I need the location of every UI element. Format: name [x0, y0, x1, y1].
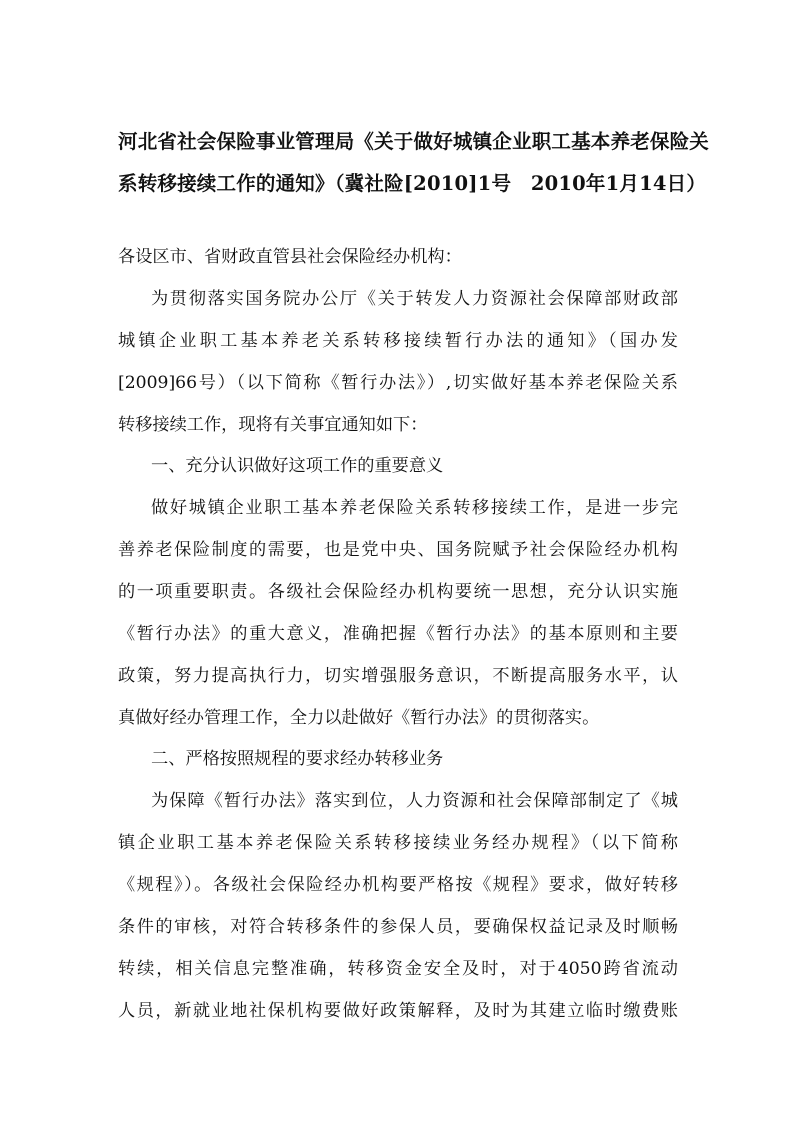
section-heading-2: 二、严格按照规程的要求经办转移业务: [151, 749, 444, 769]
paragraph-2-line-1: 做好城镇企业职工基本养老保险关系转移接续工作，是进一步完: [151, 498, 678, 518]
salutation: 各设区市、省财政直管县社会保险经办机构：: [118, 247, 462, 267]
paragraph-1-line-4: 转移接续工作，现将有关事宜通知如下：: [118, 415, 428, 435]
paragraph-1-line-1: 为贯彻落实国务院办公厅《关于转发人力资源社会保障部财政部: [151, 289, 678, 309]
paragraph-2-line-4: 《暂行办法》的重大意义，准确把握《暂行办法》的基本原则和主要: [118, 624, 678, 644]
document-title-line-1: 河北省社会保险事业管理局《关于做好城镇企业职工基本养老保险关: [118, 130, 710, 153]
paragraph-3-line-3: 《规程》）。各级社会保险经办机构要严格按《规程》要求，做好转移: [118, 875, 678, 895]
paragraph-2-line-5: 政策，努力提高执行力，切实增强服务意识，不断提高服务水平，认: [118, 666, 678, 686]
paragraph-3-line-5: 转续，相关信息完整准确，转移资金安全及时，对于4050跨省流动: [118, 959, 678, 979]
paragraph-2-line-2: 善养老保险制度的需要，也是党中央、国务院赋予社会保险经办机构: [118, 540, 678, 560]
paragraph-3-line-1: 为保障《暂行办法》落实到位，人力资源和社会保障部制定了《城: [151, 791, 678, 811]
paragraph-1-line-2: 城镇企业职工基本养老关系转移接续暂行办法的通知》（国办发: [118, 331, 678, 351]
document-title-line-2: 系转移接续工作的通知》（冀社险[2010]1号 2010年1月14日）: [118, 172, 707, 195]
paragraph-1-line-3: [2009]66号）（以下简称《暂行办法》）,切实做好基本养老保险关系: [118, 373, 678, 393]
paragraph-3-line-6: 人员，新就业地社保机构要做好政策解释，及时为其建立临时缴费账: [118, 1001, 678, 1021]
paragraph-2-line-6: 真做好经办管理工作，全力以赴做好《暂行办法》的贯彻落实。: [118, 708, 600, 728]
paragraph-3-line-4: 条件的审核，对符合转移条件的参保人员，要确保权益记录及时顺畅: [118, 917, 678, 937]
paragraph-3-line-2: 镇企业职工基本养老保险关系转移接续业务经办规程》（以下简称: [118, 833, 678, 853]
paragraph-2-line-3: 的一项重要职责。各级社会保险经办机构要统一思想，充分认识实施: [118, 582, 678, 602]
section-heading-1: 一、充分认识做好这项工作的重要意义: [151, 456, 444, 476]
